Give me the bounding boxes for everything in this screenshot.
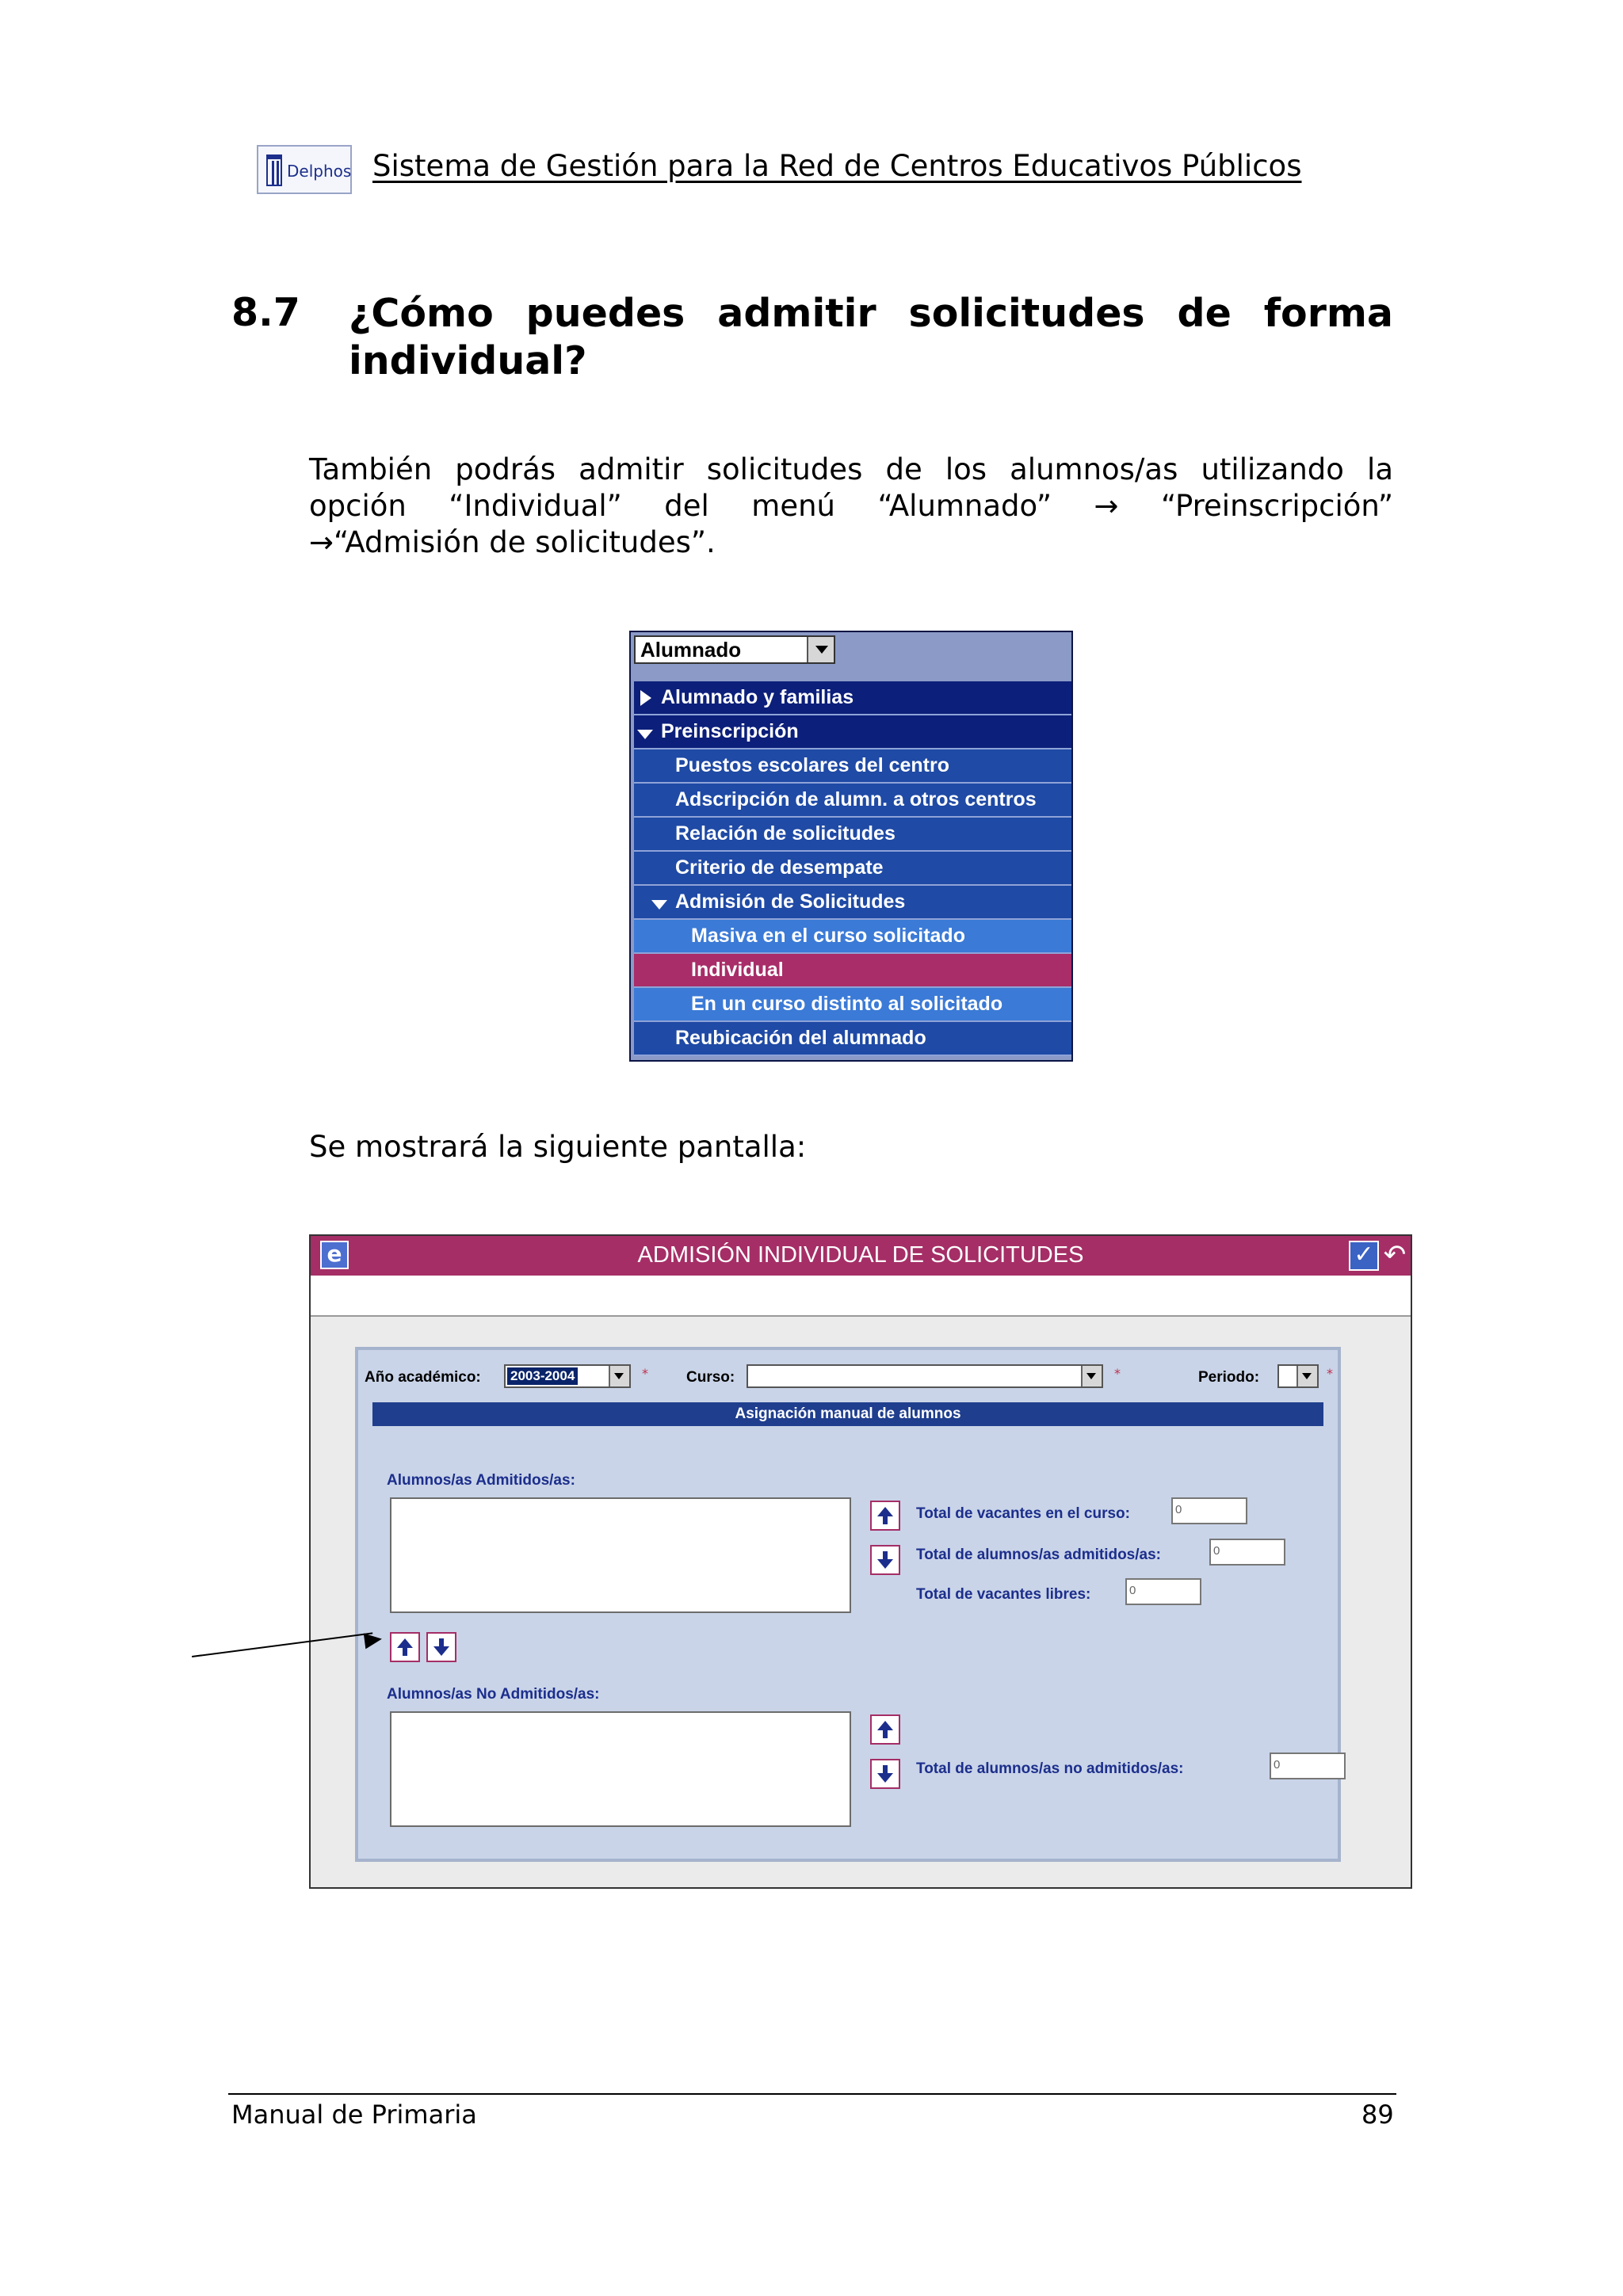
anio-select[interactable]: [504, 1364, 631, 1388]
undo-icon[interactable]: ↶: [1383, 1239, 1407, 1271]
required-mark: *: [1327, 1366, 1333, 1381]
menu-item-label: Masiva en el curso solicitado: [691, 925, 965, 947]
menu-item[interactable]: [634, 988, 1071, 1022]
arrow-up-icon: [397, 1638, 413, 1648]
admitidos-list[interactable]: [390, 1497, 851, 1613]
menu-item-label: Criterio de desempate: [675, 856, 884, 879]
curso-select[interactable]: [747, 1364, 1103, 1388]
chevron-down-icon[interactable]: [807, 637, 834, 662]
triangle-down-icon: [651, 900, 667, 910]
periodo-label: Periodo:: [1198, 1369, 1260, 1386]
move-up-button[interactable]: [870, 1714, 900, 1745]
delphos-logo: [257, 145, 352, 194]
menu-item-label: Relación de solicitudes: [675, 822, 896, 845]
header-title: Sistema de Gestión para la Red de Centros Educativos Públicos: [372, 149, 1302, 183]
move-down-button[interactable]: [870, 1759, 900, 1789]
paragraph-line: opción “Individual” del menú “Alumnado” → “Preinscripción”: [309, 489, 1393, 523]
menu-item-label: Adscripción de alumn. a otros centros: [675, 788, 1037, 810]
chevron-down-icon[interactable]: [1081, 1366, 1102, 1386]
toolbar-area: [311, 1276, 1411, 1317]
column-icon: [266, 154, 282, 186]
total-vacantes-field[interactable]: 0: [1171, 1497, 1247, 1524]
menu-list: [634, 681, 1071, 1056]
arrow-up-icon: [877, 1721, 893, 1730]
total-admitidos-label: Total de alumnos/as admitidos/as:: [916, 1547, 1161, 1563]
accept-icon[interactable]: ✓: [1349, 1241, 1379, 1271]
section-number: 8.7: [231, 290, 300, 335]
periodo-select[interactable]: [1277, 1364, 1319, 1388]
anio-value: 2003-2004: [507, 1367, 578, 1385]
section-title: [349, 290, 1393, 385]
chevron-down-icon[interactable]: [609, 1366, 629, 1386]
footer-text: Manual de Primaria: [231, 2100, 477, 2130]
required-mark: *: [1114, 1366, 1121, 1381]
required-mark: *: [642, 1366, 648, 1381]
menu-item[interactable]: [634, 954, 1071, 988]
arrow-down-icon: [433, 1646, 449, 1656]
menu-item[interactable]: [634, 749, 1071, 784]
menu-item[interactable]: [634, 681, 1071, 715]
curso-label: Curso:: [686, 1369, 735, 1386]
screen-intro: Se mostrará la siguiente pantalla:: [309, 1130, 807, 1164]
menu-item-label: Alumnado y familias: [661, 686, 854, 708]
module-select-value: Alumnado: [640, 638, 742, 662]
arrow-down-icon: [877, 1773, 893, 1783]
menu-item-label: Individual: [691, 959, 784, 981]
logo-text: Delphos: [287, 162, 352, 181]
menu-item-label: Puestos escolares del centro: [675, 754, 949, 776]
arrow-up-icon: [877, 1507, 893, 1516]
menu-item[interactable]: [634, 1022, 1071, 1056]
arrow-down-icon: [877, 1559, 893, 1569]
menu-item[interactable]: [634, 886, 1071, 920]
menu-item[interactable]: [634, 818, 1071, 852]
menu-item-label: Preinscripción: [661, 720, 799, 742]
reject-button[interactable]: [426, 1632, 456, 1662]
menu-item-label: Reubicación del alumnado: [675, 1027, 926, 1049]
form-panel: [355, 1347, 1341, 1862]
page-number: 89: [1361, 2100, 1394, 2130]
no-admitidos-list[interactable]: [390, 1711, 851, 1827]
vacantes-libres-field[interactable]: 0: [1125, 1578, 1201, 1605]
e-icon[interactable]: e: [320, 1241, 349, 1269]
menu-item[interactable]: [634, 852, 1071, 886]
paragraph-line: También podrás admitir solicitudes de los alumnos/as utilizando la: [309, 452, 1393, 486]
menu-item[interactable]: [634, 715, 1071, 749]
module-select[interactable]: [634, 635, 835, 664]
triangle-right-icon: [640, 690, 651, 706]
screen-title: ADMISIÓN INDIVIDUAL DE SOLICITUDES: [637, 1242, 1084, 1268]
total-admitidos-field[interactable]: 0: [1209, 1539, 1285, 1566]
vacantes-libres-label: Total de vacantes libres:: [916, 1586, 1091, 1603]
menu-item-label: Admisión de Solicitudes: [675, 891, 906, 913]
total-no-admitidos-label: Total de alumnos/as no admitidos/as:: [916, 1760, 1184, 1777]
admit-button[interactable]: [390, 1632, 420, 1662]
move-up-button[interactable]: [870, 1501, 900, 1531]
intro-paragraph: [309, 452, 1393, 561]
no-admitidos-label: Alumnos/as No Admitidos/as:: [387, 1686, 600, 1703]
footer-rule: [228, 2093, 1396, 2095]
callout-arrow-head: [364, 1631, 383, 1650]
title-bar: [311, 1236, 1411, 1276]
section-header: Asignación manual de alumnos: [372, 1402, 1323, 1426]
menu-item[interactable]: [634, 920, 1071, 954]
paragraph-line: →“Admisión de solicitudes”.: [309, 525, 716, 559]
section-title-line2: individual?: [349, 338, 587, 383]
total-no-admitidos-field[interactable]: 0: [1270, 1753, 1346, 1779]
move-down-button[interactable]: [870, 1545, 900, 1575]
triangle-down-icon: [637, 730, 653, 739]
admitidos-label: Alumnos/as Admitidos/as:: [387, 1472, 575, 1489]
anio-label: Año académico:: [365, 1369, 481, 1386]
chevron-down-icon[interactable]: [1296, 1366, 1317, 1386]
admission-screenshot: [309, 1234, 1412, 1889]
menu-item-label: En un curso distinto al solicitado: [691, 993, 1003, 1015]
menu-screenshot: [629, 631, 1073, 1062]
section-title-line1: ¿Cómo puedes admitir solicitudes de forma: [349, 291, 1393, 336]
menu-item[interactable]: [634, 784, 1071, 818]
total-vacantes-label: Total de vacantes en el curso:: [916, 1505, 1130, 1522]
